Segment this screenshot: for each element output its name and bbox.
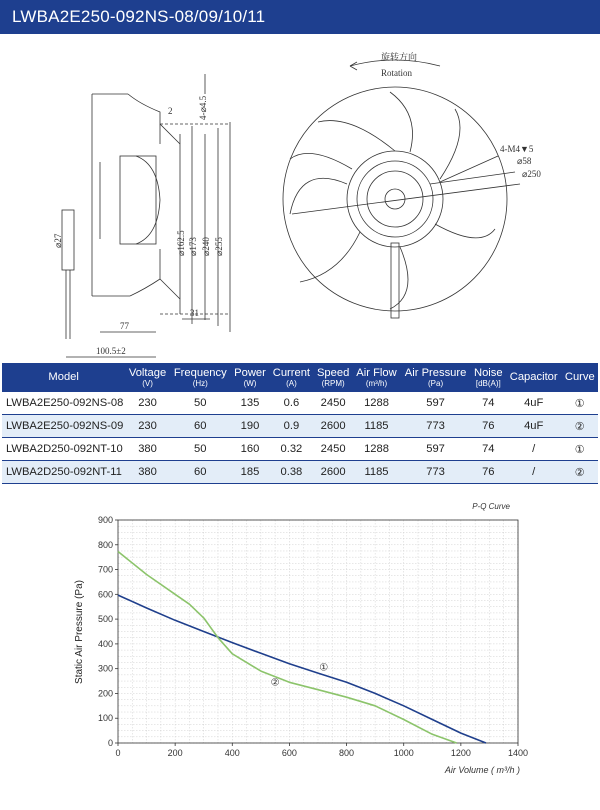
series-line-2 xyxy=(118,552,457,744)
hole-dim-label: 4-⌀4.5 xyxy=(198,95,208,120)
col-curve: Curve xyxy=(562,363,598,392)
x-tick-label: 600 xyxy=(281,748,297,758)
table-row xyxy=(2,461,598,484)
cell-capacitor: / xyxy=(506,438,562,461)
y-tick-label: 0 xyxy=(107,738,113,748)
chart-title: P-Q Curve xyxy=(472,502,510,511)
dim-100-label: 100.5±2 xyxy=(96,346,126,356)
dim-250-label: ⌀250 xyxy=(522,169,541,179)
cell-noise: 76 xyxy=(471,415,506,438)
chart-ticks xyxy=(98,515,528,758)
rotation-label-cn: 旋转方向 xyxy=(381,52,418,62)
y-tick-label: 400 xyxy=(97,638,113,649)
cell-voltage: 230 xyxy=(125,392,169,415)
cell-speed: 2450 xyxy=(314,438,353,461)
cell-capacitor: 4uF xyxy=(506,392,562,415)
y-tick-label: 500 xyxy=(97,614,113,625)
dim-77-label: 77 xyxy=(120,321,129,331)
front-view-drawing xyxy=(283,60,520,318)
y-axis-label: Static Air Pressure (Pa) xyxy=(74,580,85,684)
x-tick-label: 200 xyxy=(167,748,183,758)
technical-drawing xyxy=(0,34,600,364)
dim-162-label: ⌀162.5 xyxy=(176,230,186,256)
cell-power: 135 xyxy=(231,392,269,415)
col-air-pressure: Air Pressure (Pa) xyxy=(400,363,470,392)
cell-frequency: 60 xyxy=(170,415,231,438)
spec-table xyxy=(2,363,598,484)
cell-model: LWBA2E250-092NS-08 xyxy=(2,392,125,415)
col-voltage: Voltage (V) xyxy=(125,363,169,392)
cell-current: 0.38 xyxy=(269,461,313,484)
cell-curve: ① xyxy=(562,438,598,461)
col-current: Current (A) xyxy=(269,363,313,392)
cell-air-flow: 1288 xyxy=(353,438,401,461)
cell-capacitor: 4uF xyxy=(506,415,562,438)
x-tick-label: 0 xyxy=(115,748,121,758)
col-air-flow: Air Flow (m³/h) xyxy=(353,363,401,392)
cell-frequency: 50 xyxy=(170,392,231,415)
pq-curve-chart xyxy=(0,492,600,810)
cell-capacitor: / xyxy=(506,461,562,484)
y-tick-label: 300 xyxy=(97,663,113,674)
cell-voltage: 230 xyxy=(125,415,169,438)
cell-model: LWBA2D250-092NT-11 xyxy=(2,461,125,484)
x-tick-label: 1400 xyxy=(507,748,529,758)
cell-voltage: 380 xyxy=(125,438,169,461)
cell-air-flow: 1288 xyxy=(353,392,401,415)
x-tick-label: 800 xyxy=(339,748,355,758)
series-line-1 xyxy=(118,595,486,743)
cell-power: 160 xyxy=(231,438,269,461)
cell-speed: 2600 xyxy=(314,415,353,438)
cell-power: 185 xyxy=(231,461,269,484)
y-tick-label: 900 xyxy=(97,515,113,525)
cell-noise: 76 xyxy=(471,461,506,484)
cell-air-flow: 1185 xyxy=(353,415,401,438)
cell-model: LWBA2E250-092NS-09 xyxy=(2,415,125,438)
cell-frequency: 60 xyxy=(170,461,231,484)
y-tick-label: 800 xyxy=(97,539,113,550)
table-row xyxy=(2,392,598,415)
table-row xyxy=(2,438,598,461)
cell-air-pressure: 773 xyxy=(400,415,470,438)
dim-27-label: ⌀27 xyxy=(53,233,63,248)
y-tick-label: 700 xyxy=(97,564,113,575)
col-noise: Noise [dB(A)] xyxy=(471,363,506,392)
dim-2-label: 2 xyxy=(168,106,173,116)
cell-curve: ② xyxy=(562,415,598,438)
cell-speed: 2600 xyxy=(314,461,353,484)
curve-label-1: ① xyxy=(319,662,329,674)
cell-air-pressure: 773 xyxy=(400,461,470,484)
cell-air-pressure: 597 xyxy=(400,438,470,461)
curve-label-2: ② xyxy=(270,677,280,689)
chart-grid xyxy=(118,520,518,743)
cell-air-pressure: 597 xyxy=(400,392,470,415)
page-title: LWBA2E250-092NS-08/09/10/11 xyxy=(0,0,600,34)
col-capacitor: Capacitor xyxy=(506,363,562,392)
cell-speed: 2450 xyxy=(314,392,353,415)
cell-curve: ① xyxy=(562,392,598,415)
col-frequency: Frequency (Hz) xyxy=(170,363,231,392)
x-axis-label: Air Volume ( m³/h ) xyxy=(444,765,520,775)
table-row xyxy=(2,415,598,438)
cell-voltage: 380 xyxy=(125,461,169,484)
cell-noise: 74 xyxy=(471,392,506,415)
cell-current: 0.32 xyxy=(269,438,313,461)
dim-255-label: ⌀255 xyxy=(214,237,224,256)
dim-173-label: ⌀173 xyxy=(188,237,198,256)
cell-frequency: 50 xyxy=(170,438,231,461)
cell-power: 190 xyxy=(231,415,269,438)
y-tick-label: 100 xyxy=(97,713,113,724)
y-tick-label: 200 xyxy=(97,688,113,699)
dim-58-label: ⌀58 xyxy=(517,156,532,166)
front-view-labels xyxy=(381,51,541,179)
cell-air-flow: 1185 xyxy=(353,461,401,484)
rotation-label-en: Rotation xyxy=(381,68,412,78)
col-model: Model xyxy=(2,363,125,392)
side-view-labels xyxy=(53,95,224,356)
col-power: Power (W) xyxy=(231,363,269,392)
y-tick-label: 600 xyxy=(97,589,113,600)
dim-31-label: 31 xyxy=(190,308,199,318)
cell-current: 0.6 xyxy=(269,392,313,415)
screw-dim-label: 4-M4▼5 xyxy=(500,144,534,154)
dim-240-label: ⌀240 xyxy=(201,237,211,256)
table-header-row xyxy=(2,363,598,392)
col-speed: Speed (RPM) xyxy=(314,363,353,392)
cell-noise: 74 xyxy=(471,438,506,461)
cell-model: LWBA2D250-092NT-10 xyxy=(2,438,125,461)
cell-curve: ② xyxy=(562,461,598,484)
x-tick-label: 400 xyxy=(224,748,240,758)
x-tick-label: 1000 xyxy=(393,748,414,758)
x-tick-label: 1200 xyxy=(450,748,471,758)
cell-current: 0.9 xyxy=(269,415,313,438)
chart-series xyxy=(118,552,486,744)
